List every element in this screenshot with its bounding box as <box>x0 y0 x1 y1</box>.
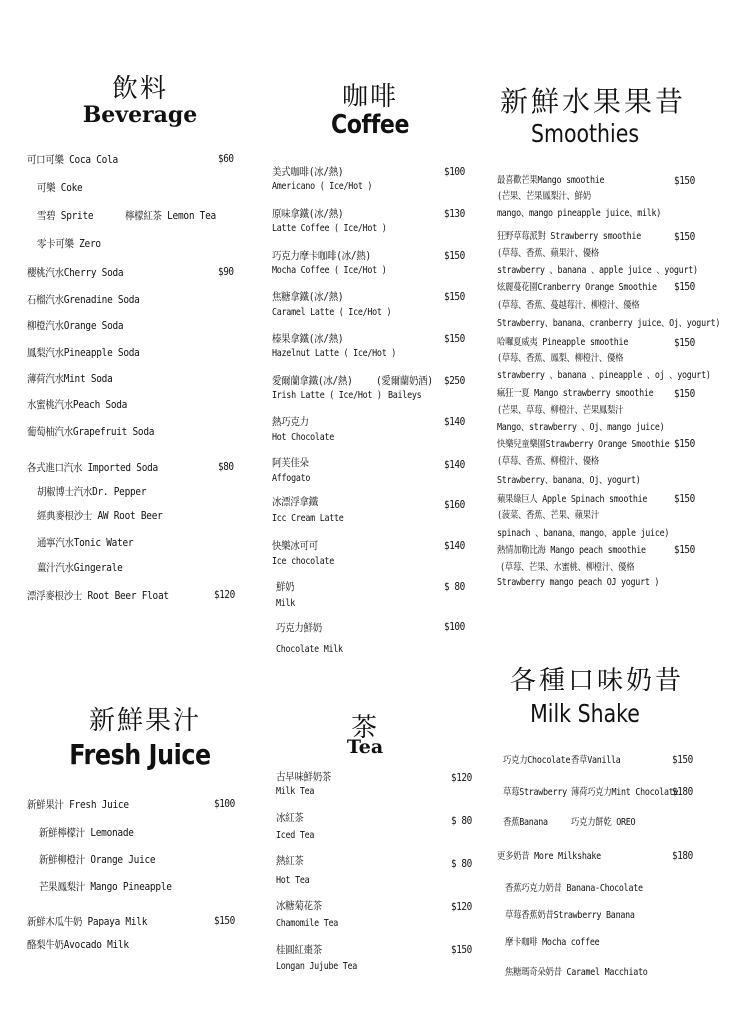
item-price: $80 <box>218 460 234 473</box>
menu-item: 新鮮木瓜牛奶 Papaya Milk <box>27 916 148 928</box>
tea-title-en: Tea <box>346 736 384 758</box>
item-price: $150 <box>214 914 235 927</box>
smoothie-name: 哈囉夏威夷 Pineapple smoothie <box>497 337 629 348</box>
coffee-item-en: Americano ( Ice/Hot ) <box>272 181 373 192</box>
menu-item: 胡椒博士汽水Dr. Pepper <box>37 486 147 498</box>
menu-item: 新鮮果汁 Fresh Juice <box>27 799 129 811</box>
smoothie-name: 蘋果綠巨人 Apple Spinach smoothie <box>497 494 648 505</box>
menu-item: 各式進口汽水 Imported Soda <box>27 462 158 474</box>
coffee-item-zh: 熱巧克力 <box>272 416 309 428</box>
coffee-item-en: Affogato <box>272 473 311 484</box>
tea-item-en: Iced Tea <box>276 830 315 841</box>
item-price: $140 <box>444 458 465 471</box>
milkshake-flavor: 香草Vanilla <box>571 755 621 766</box>
menu-item: 柳橙汽水Orange Soda <box>27 320 124 332</box>
menu-item: 水蜜桃汽水Peach Soda <box>27 399 128 411</box>
smoothie-name: 炫麗蔓花園Cranberry Orange Smoothie <box>497 282 657 293</box>
smoothie-name: 熱情加勒比海 Mango peach smoothie <box>497 545 646 556</box>
milkshake-title-zh: 各種口味奶昔 <box>510 666 685 696</box>
item-price: $130 <box>444 207 465 220</box>
tea-item-en: Longan Jujube Tea <box>276 961 358 972</box>
menu-item: 檸檬紅茶 Lemon Tea <box>125 210 216 222</box>
milkshake-flavor: 草莓Strawberry <box>503 787 567 798</box>
item-price: $150 <box>674 437 695 450</box>
milkshake-item: 摩卡咖啡 Mocha coffee <box>505 937 600 948</box>
tea-item-en: Chamomile Tea <box>276 918 339 929</box>
item-price: $150 <box>451 943 472 956</box>
item-price: $150 <box>672 753 693 766</box>
item-price: $90 <box>218 265 234 278</box>
item-price: $120 <box>451 771 472 784</box>
menu-item: 薄荷汽水Mint Soda <box>27 373 113 385</box>
smoothies-title-en: Smoothies <box>530 119 640 148</box>
item-price: $ 80 <box>451 857 472 870</box>
coffee-item-en: Chocolate Milk <box>276 644 343 655</box>
smoothie-desc-en: spinach 、banana、mango、apple juice) <box>497 528 670 539</box>
item-price: $150 <box>674 174 695 187</box>
beverage-title-zh: 飲料 <box>111 74 168 104</box>
item-price: $150 <box>674 543 695 556</box>
coffee-item-zh: 榛果拿鐵(冰/熱) <box>272 333 344 345</box>
menu-item: 葡萄柚汽水Grapefruit Soda <box>27 426 155 438</box>
smoothie-desc-zh: (草莓、芒果、水蜜桃、柳橙汁、優格 <box>500 562 635 573</box>
coffee-item-zh: 美式咖啡(冰/熱) <box>272 166 344 178</box>
item-price: $150 <box>674 230 695 243</box>
menu-item: 雪碧 Sprite <box>37 210 94 222</box>
menu-item: 鳳梨汽水Pineapple Soda <box>27 347 140 359</box>
item-price: $180 <box>672 849 693 862</box>
tea-item-en: Hot Tea <box>276 875 310 886</box>
smoothie-name: 快樂兒童樂園Strawberry Orange Smoothie <box>497 439 670 450</box>
menu-item: 通寧汽水Tonic Water <box>37 537 134 549</box>
item-price: $120 <box>214 588 235 601</box>
item-price: $60 <box>218 152 234 165</box>
item-price: $100 <box>214 797 235 810</box>
item-price: $150 <box>444 332 465 345</box>
juice-title-en: Fresh Juice <box>69 738 211 771</box>
coffee-item-zh: 冰漂浮拿鐵 <box>272 496 318 508</box>
coffee-item-en: Irish Latte ( Ice/Hot ) <box>272 390 382 401</box>
smoothie-desc-zh: (芒果、芒果鳳梨汁、鮮奶 <box>497 191 591 202</box>
coffee-item-en: Mocha Coffee ( Ice/Hot ) <box>272 265 387 276</box>
smoothie-name: 狂野草莓派對 Strawberry smoothie <box>497 231 641 242</box>
menu-item: 薑汁汽水Gingerale <box>37 562 123 574</box>
smoothie-desc-en: strawberry 、banana 、apple juice 、yogurt) <box>497 265 698 276</box>
item-price: $150 <box>674 280 695 293</box>
smoothie-desc-en: Strawberry mango peach OJ yogurt ) <box>497 577 660 588</box>
menu-item: 經典麥根沙士 AW Root Beer <box>37 510 163 522</box>
menu-item: 漂浮麥根沙士 Root Beer Float <box>27 590 169 602</box>
coffee-item-en: Ice chocolate <box>272 556 335 567</box>
coffee-item-en: Hazelnut Latte ( Ice/Hot ) <box>272 348 397 359</box>
milkshake-flavor: 薄荷巧克力Mint Chocolate <box>571 787 679 798</box>
milkshake-flavor: 巧克力餅乾 OREO <box>571 817 636 828</box>
menu-item: 零卡可樂 Zero <box>37 238 101 250</box>
milkshake-flavor: 香蕉Banana <box>503 817 548 828</box>
item-price: $ 80 <box>451 814 472 827</box>
coffee-item-zh: 鮮奶 <box>276 581 295 593</box>
smoothies-title-zh: 新鮮水果果昔 <box>500 85 687 118</box>
item-price: $150 <box>674 336 695 349</box>
item-price: $120 <box>451 900 472 913</box>
item-price: $150 <box>674 492 695 505</box>
item-price: $150 <box>674 387 695 400</box>
item-price: $ 80 <box>444 580 465 593</box>
milkshake-title-en: Milk Shake <box>530 699 640 728</box>
milkshake-item: 焦糖瑪奇朵奶昔 Caramel Macchiato <box>505 967 648 978</box>
coffee-item-en: Icc Cream Latte <box>272 513 344 524</box>
coffee-title-en: Coffee <box>330 110 410 140</box>
coffee-item-en: Hot Chocolate <box>272 432 335 443</box>
menu-item: 櫻桃汽水Cherry Soda <box>27 267 124 279</box>
more-milkshake: 更多奶昔 More Milkshake <box>497 851 601 862</box>
coffee-item-zh: 原味拿鐵(冰/熱) <box>272 208 344 220</box>
smoothie-desc-en: Strawberry、banana、Oj、yogurt) <box>497 475 641 486</box>
tea-item-zh: 熱紅茶 <box>276 855 304 867</box>
smoothie-desc-en: mango、mango pineapple juice、milk) <box>497 208 662 219</box>
milkshake-item: 草莓香蕉奶昔Strawberry Banana <box>505 910 635 921</box>
smoothie-desc-zh: (菠菜、香蕉、芒果、蘋果汁 <box>497 510 599 521</box>
smoothie-desc-zh: (草莓、香蕉、鳳梨、柳橙汁、優格 <box>497 353 624 364</box>
coffee-title-zh: 咖啡 <box>341 82 398 112</box>
menu-item: 酪梨牛奶Avocado Milk <box>27 939 129 951</box>
coffee-item-zh: 巧克力摩卡咖啡(冰/熱) <box>272 250 371 262</box>
beverage-title-en: Beverage <box>82 102 198 128</box>
smoothie-desc-en: Strawberry、banana、cranberry juice、Oj、yogurt) <box>497 318 721 329</box>
menu-item: 可口可樂 Coca Cola <box>27 154 118 166</box>
smoothie-desc-zh: (草莓、香蕉、蘋果汁、優格 <box>497 248 599 259</box>
coffee-item-en: Caramel Latte ( Ice/Hot ) <box>272 307 392 318</box>
item-price: $140 <box>444 539 465 552</box>
menu-item: 芒果鳳梨汁 Mango Pineapple <box>39 881 172 893</box>
tea-title-zh: 茶 <box>350 713 379 743</box>
tea-item-zh: 冰糖菊花茶 <box>276 900 322 912</box>
menu-item: 新鮮檸檬汁 Lemonade <box>39 827 134 839</box>
milkshake-item: 香蕉巧克力奶昔 Banana-Chocolate <box>505 883 643 894</box>
item-price: $150 <box>444 249 465 262</box>
coffee-item-zh: 巧克力鮮奶 <box>276 622 322 634</box>
tea-item-zh: 桂圓紅棗茶 <box>276 944 322 956</box>
item-price: $160 <box>444 498 465 511</box>
coffee-item-zh: 快樂冰可可 <box>272 540 318 552</box>
smoothie-desc-zh: (草莓、香蕉、蔓越莓汁、柳橙汁、優格 <box>497 300 640 311</box>
coffee-item-zh: 愛爾蘭拿鐵(冰/熱) <box>272 375 353 387</box>
item-price: $140 <box>444 415 465 428</box>
tea-item-en: Milk Tea <box>276 786 315 797</box>
menu-item: 可樂 Coke <box>37 182 83 194</box>
coffee-item-en: Milk <box>276 598 296 609</box>
smoothie-desc-zh: (草莓、香蕉、柳橙汁、優格 <box>497 456 599 467</box>
coffee-item-en: Latte Coffee ( Ice/Hot ) <box>272 223 387 234</box>
item-price: $100 <box>444 620 465 633</box>
coffee-item-zh: 焦糖拿鐵(冰/熱) <box>272 291 344 303</box>
smoothie-desc-zh: (芒果、草莓、柳橙汁、芒果鳳梨汁 <box>497 405 624 416</box>
smoothie-desc-en: strawberry 、banana 、pineapple 、oj 、yogurt) <box>497 370 711 381</box>
menu-item: 新鮮柳橙汁 Orange Juice <box>39 854 156 866</box>
coffee-item-zh: 阿芙佳朵 <box>272 457 309 469</box>
item-price: $250 <box>444 374 465 387</box>
tea-item-zh: 冰紅茶 <box>276 812 304 824</box>
coffee-item-extra-zh: (愛爾蘭奶酒) <box>376 375 433 387</box>
smoothie-name: 瘋狂一夏 Mango strawberry smoothie <box>497 388 654 399</box>
item-price: $150 <box>444 290 465 303</box>
menu-item: 石榴汽水Grenadine Soda <box>27 294 140 306</box>
coffee-item-extra-en: Baileys <box>388 390 422 401</box>
tea-item-zh: 古早味鮮奶茶 <box>276 771 332 783</box>
juice-title-zh: 新鮮果汁 <box>88 706 201 736</box>
item-price: $180 <box>672 785 693 798</box>
smoothie-desc-en: Mango、strawberry 、Oj、mango juice) <box>497 422 665 433</box>
milkshake-flavor: 巧克力Chocolate <box>503 755 571 766</box>
smoothie-name: 最喜歡芒果Mango smoothie <box>497 175 605 186</box>
item-price: $100 <box>444 165 465 178</box>
